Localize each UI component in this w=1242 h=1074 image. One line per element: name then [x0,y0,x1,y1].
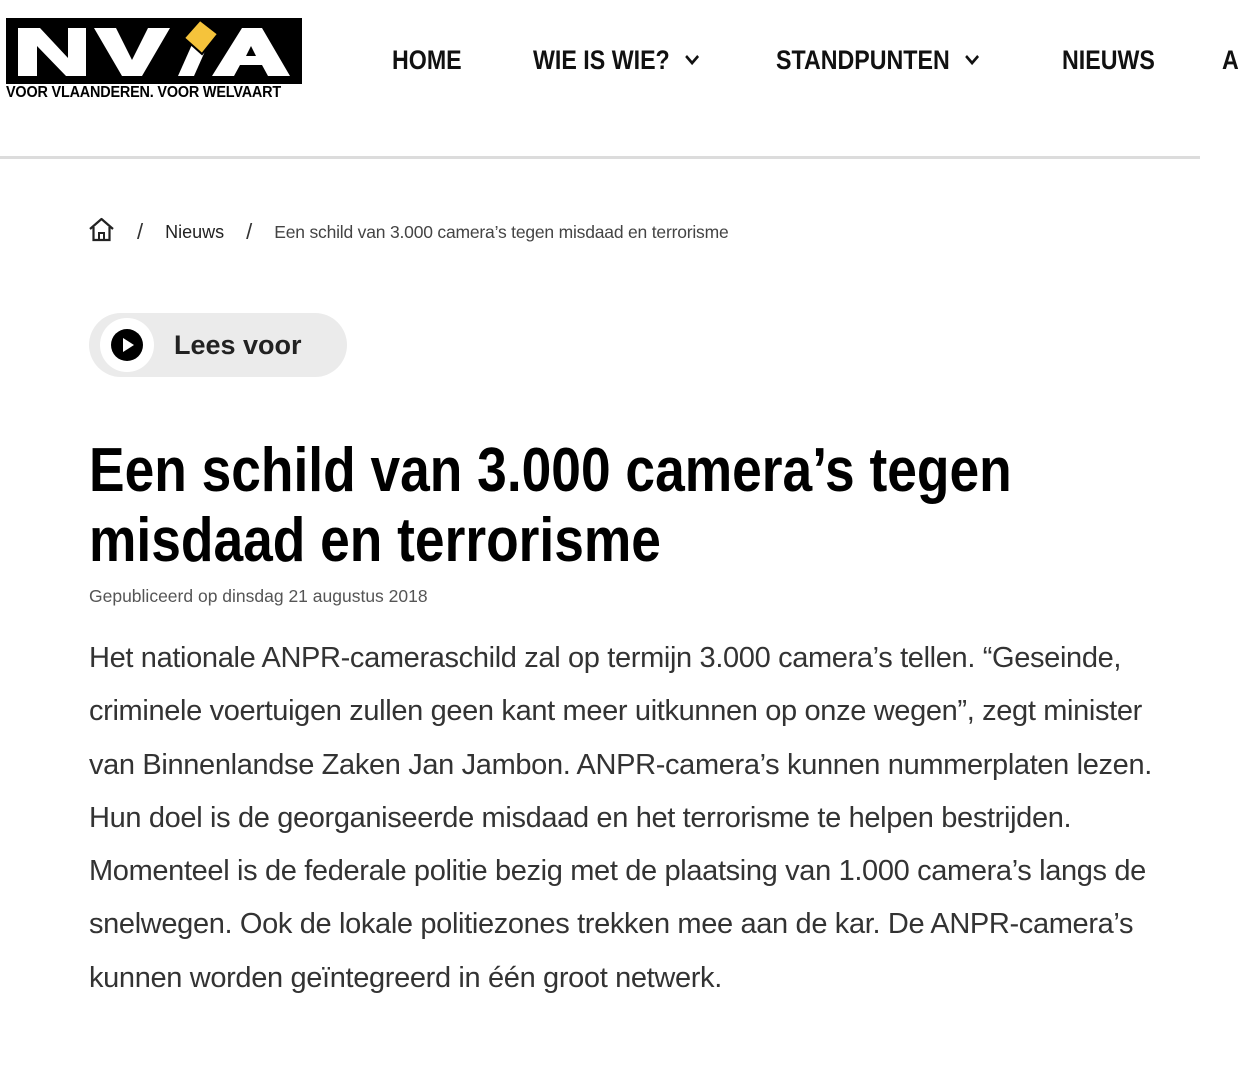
breadcrumb [88,218,729,246]
article-published-date: Gepubliceerd op dinsdag 21 augustus 2018 [89,586,428,606]
site-logo[interactable] [6,10,304,105]
breadcrumb-home[interactable] [88,216,115,248]
breadcrumb-item-nieuws[interactable]: Nieuws [165,221,225,242]
nva-logo-mark [6,16,302,88]
nav-more-label: A [1222,44,1239,75]
nav-more[interactable] [1222,45,1239,76]
nav-home-label: HOME [392,44,462,75]
breadcrumb-separator: / [246,219,253,244]
chevron-down-icon [963,50,980,70]
nav-standpunten-label: STANDPUNTEN [776,44,950,75]
main-nav [392,40,1242,80]
chevron-down-icon [684,50,701,70]
breadcrumb-separator: / [137,219,144,244]
read-aloud-button[interactable] [89,313,347,377]
article-lead: Het nationale ANPR-cameraschild zal op termijn 3.000 camera’s tellen. “Geseinde, criminele voertuigen zullen geen kant meer uitkunnen op onze wegen”, zegt minister van Binnenlandse Zaken Jan Jambon. ANPR-camera’s kunnen nummerplaten lezen. Hun doel is de georganiseerde misdaad en het terrorisme te helpen bestrijden. Momenteel is de federale politie bezig met de plaatsing van 1.000 camera’s langs de snelwegen. Ook de lokale politiezones trekken mee aan de kar. De ANPR-camera’s kunnen worden geïntegreerd in één groot netwerk. [89,642,1152,994]
logo-tagline: VOOR VLAANDEREN. VOOR WELVAART [6,84,281,101]
nav-wie-is-wie-label: WIE IS WIE? [533,44,670,75]
play-icon-wrap [100,318,154,372]
nav-nieuws[interactable] [1062,45,1155,76]
home-icon [88,216,115,243]
breadcrumb-current: Een schild van 3.000 camera’s tegen misdaad en terrorisme [274,221,729,242]
nav-home[interactable] [392,45,462,76]
nav-standpunten[interactable] [776,45,981,76]
nav-wie-is-wie[interactable] [533,45,701,76]
read-aloud-label: Lees voor [174,329,302,360]
site-header [0,0,1239,159]
nav-nieuws-label: NIEUWS [1062,44,1155,75]
play-icon [110,328,144,362]
article-title: Een schild van 3.000 camera’s tegen misdaad en terrorisme [89,436,1012,575]
